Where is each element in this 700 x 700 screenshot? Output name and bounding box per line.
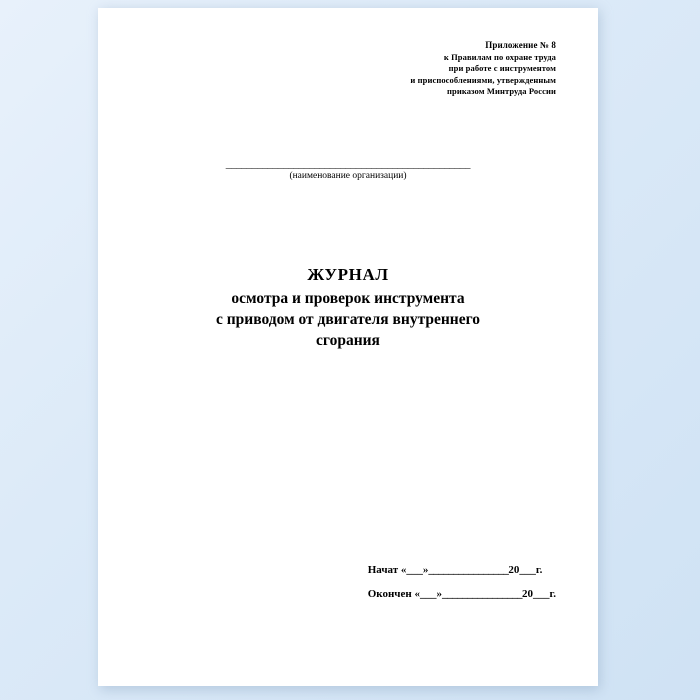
appendix-reference-block — [140, 40, 556, 98]
end-date-year: 20___г. — [521, 588, 556, 600]
page-title: ЖУРНАЛ — [307, 264, 389, 284]
document-subtitle-line-3: сгорания — [316, 331, 380, 349]
organization-name-block — [140, 158, 556, 181]
appendix-line-2: к Правилам по охране труда — [443, 51, 556, 62]
organization-name-caption: (наименование организации) — [289, 170, 407, 181]
document-subtitle-line-1: осмотра и проверок инструмента — [231, 289, 465, 307]
document-page — [98, 8, 598, 686]
start-date-fill: ________________ — [428, 564, 509, 576]
start-date-row — [368, 564, 556, 576]
document-title-block — [140, 265, 556, 351]
document-subtitle-line-2: с приводом от двигателя внутреннего — [215, 310, 481, 328]
end-date-fill: ________________ — [441, 588, 522, 600]
journal-dates-block — [368, 564, 556, 600]
appendix-line-4: и приспособлениями, утвержденным — [410, 74, 556, 85]
organization-name-rule: _______________________________________________ — [225, 157, 471, 170]
start-date-year: 20___г. — [508, 564, 543, 576]
end-date-label: Окончен «___» — [367, 588, 442, 600]
appendix-line-1: Приложение № 8 — [485, 40, 556, 50]
appendix-line-5: приказом Минтруда России — [447, 86, 556, 96]
end-date-row — [368, 588, 556, 600]
appendix-line-3: при работе с инструментом — [448, 63, 556, 73]
start-date-label: Начат «___» — [367, 564, 429, 576]
